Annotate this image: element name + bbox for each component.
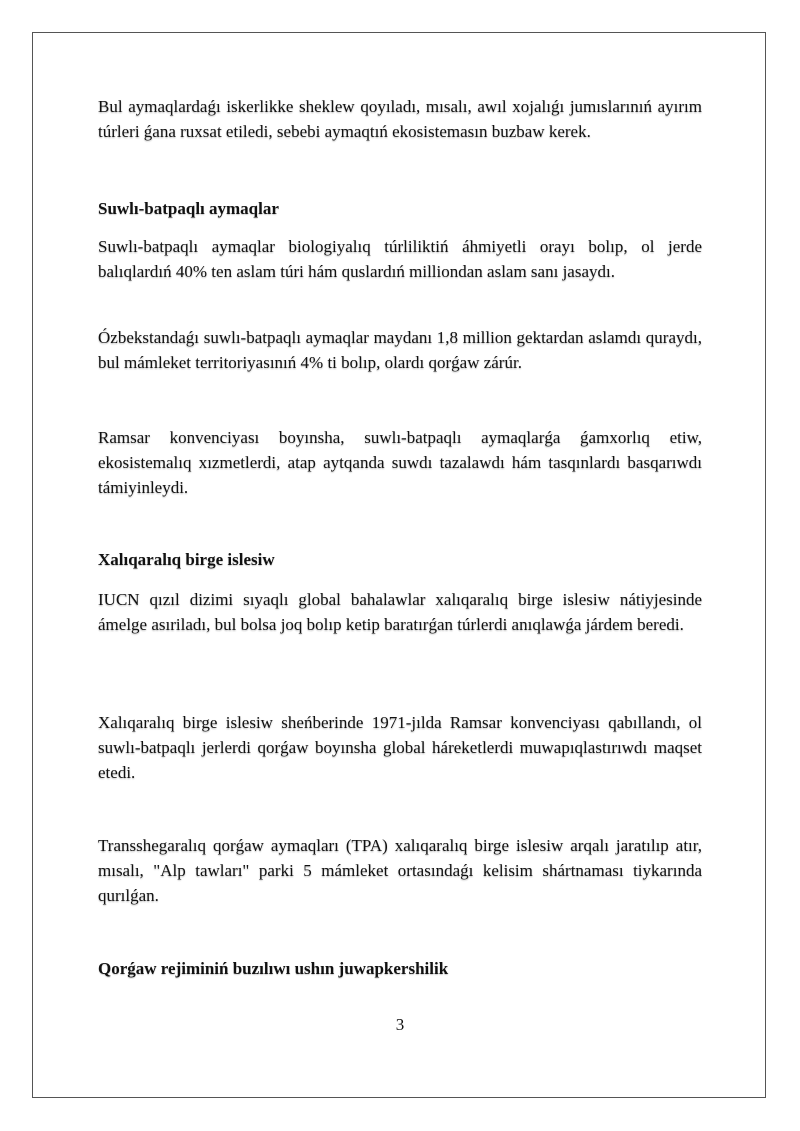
paragraph-iucn-red-list: IUCN qızıl dizimi sıyaqlı global bahalawlar xalıqaralıq birge islesiw nátiyjesinde ámelge asıriladı, bul bolsa joq bolıp ketip baratırǵan túrlerdi anıqlawǵa járdem beredi.: [98, 590, 702, 634]
heading-international-cooperation: Xalıqaralıq birge islesiw: [98, 550, 275, 569]
heading-regime-violation: Qorǵaw rejiminiń buzılıwı ushın juwapkershilik: [98, 959, 449, 978]
heading-wetlands: Suwlı-batpaqlı aymaqlar: [98, 199, 279, 218]
paragraph-activity-restrictions: Bul aymaqlardaǵı iskerlikke sheklew qoyıladı, mısalı, awıl xojalıǵı jumıslarınıń ayırım túrleri ǵana ruxsat etiledi, sebebi aymaqtıń ekosistemasın buzbaw kerek.: [98, 97, 702, 141]
paragraph-ramsar-1971: Xalıqaralıq birge islesiw sheńberinde 1971-jılda Ramsar konvenciyası qabıllandı, ol suwlı-batpaqlı jerlerdi qorǵaw boyınsha global háreketlerdi muwapıqlastırıwdı maqset etedi.: [98, 713, 702, 782]
paragraph-ramsar-services: Ramsar konvenciyası boyınsha, suwlı-batpaqlı aymaqlarǵa ǵamxorlıq etiw, ekosistemalıq xızmetlerdi, atap aytqanda suwdı tazalawdı hám tasqınlardı basqarıwdı támiyinleydi.: [98, 428, 702, 497]
paragraph-transboundary-areas: Transshegaralıq qorǵaw aymaqları (TPA) xalıqaralıq birge islesiw arqalı jaratılıp atır, mısalı, "Alp tawları" parki 5 mámleket ortasındaǵı kelisim shártnaması tiykarında qurılǵan.: [98, 836, 702, 905]
paragraph-uzbekistan-wetlands: Ózbekstandaǵı suwlı-batpaqlı aymaqlar maydanı 1,8 million gektardan aslamdı quraydı, bul mámleket territoriyasınıń 4% ti bolıp, olardı qorǵaw zárúr.: [98, 328, 702, 372]
paragraph-wetland-biodiversity: Suwlı-batpaqlı aymaqlar biologiyalıq túrliliktiń áhmiyetli orayı bolıp, ol jerde balıqlardıń 40% ten aslam túri hám quslardıń milliondan aslam sanı jasaydı.: [98, 237, 702, 281]
page-number: 3: [395, 1015, 405, 1034]
